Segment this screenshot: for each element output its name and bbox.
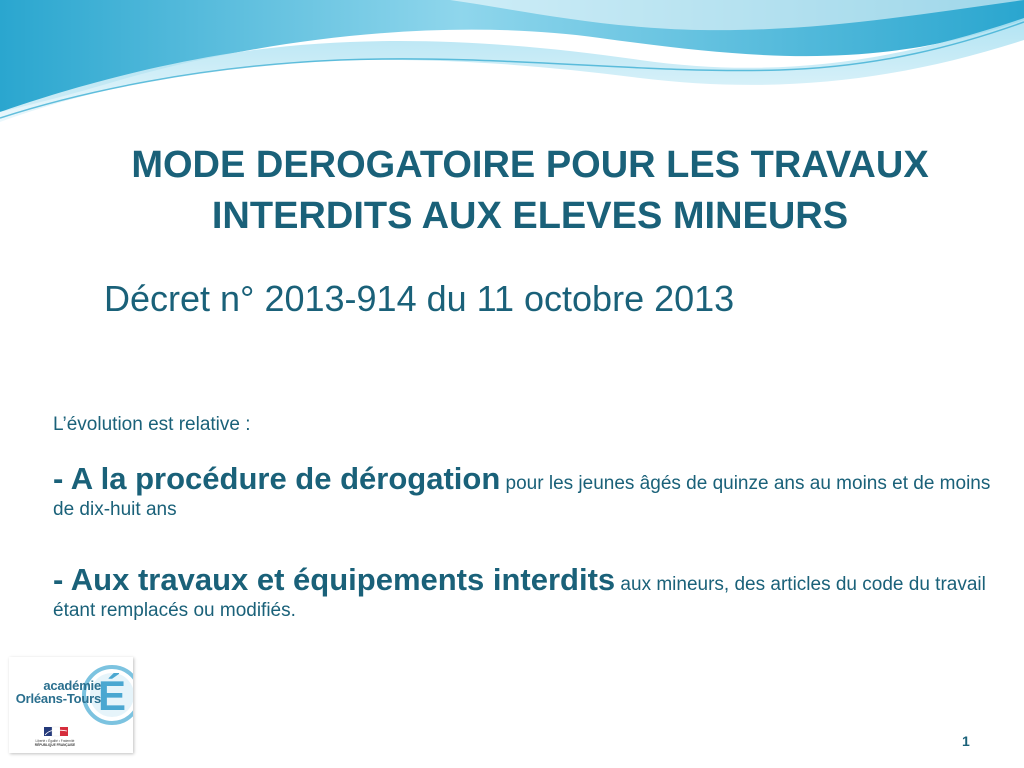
intro-text: L’évolution est relative : xyxy=(53,414,251,435)
academie-logo xyxy=(9,657,133,753)
bullet-text: pour les jeunes âgés de quinze ans au moins et de moins de dix-huit ans xyxy=(53,473,991,520)
logo-text xyxy=(9,679,101,705)
bullet-lead: - A la procédure de dérogation xyxy=(53,461,501,496)
bullet-forbidden-work xyxy=(53,562,1003,624)
logo-republic: RÉPUBLIQUE FRANÇAISE xyxy=(34,743,76,747)
bullet-text: aux mineurs, des articles du code du travail étant remplacés ou modifiés. xyxy=(53,574,986,621)
bullet-derogation-procedure xyxy=(53,461,1003,523)
logo-motto: Liberté • Égalité • Fraternité xyxy=(35,739,75,743)
slide-title-line2: INTERDITS AUX ELEVES MINEURS xyxy=(211,195,849,237)
logo-line1: académie xyxy=(43,678,101,693)
bullet-lead: - Aux travaux et équipements interdits xyxy=(53,562,616,597)
slide-title xyxy=(0,140,1024,242)
logo-letter: É xyxy=(97,672,127,719)
slide-subtitle: Décret n° 2013-914 du 11 octobre 2013 xyxy=(104,278,735,319)
slide-title-line1: MODE DEROGATOIRE POUR LES TRAVAUX xyxy=(131,144,929,186)
header-wave-decoration xyxy=(0,0,1024,130)
logo-line2: Orléans-Tours xyxy=(15,691,101,706)
page-number: 1 xyxy=(962,733,970,749)
